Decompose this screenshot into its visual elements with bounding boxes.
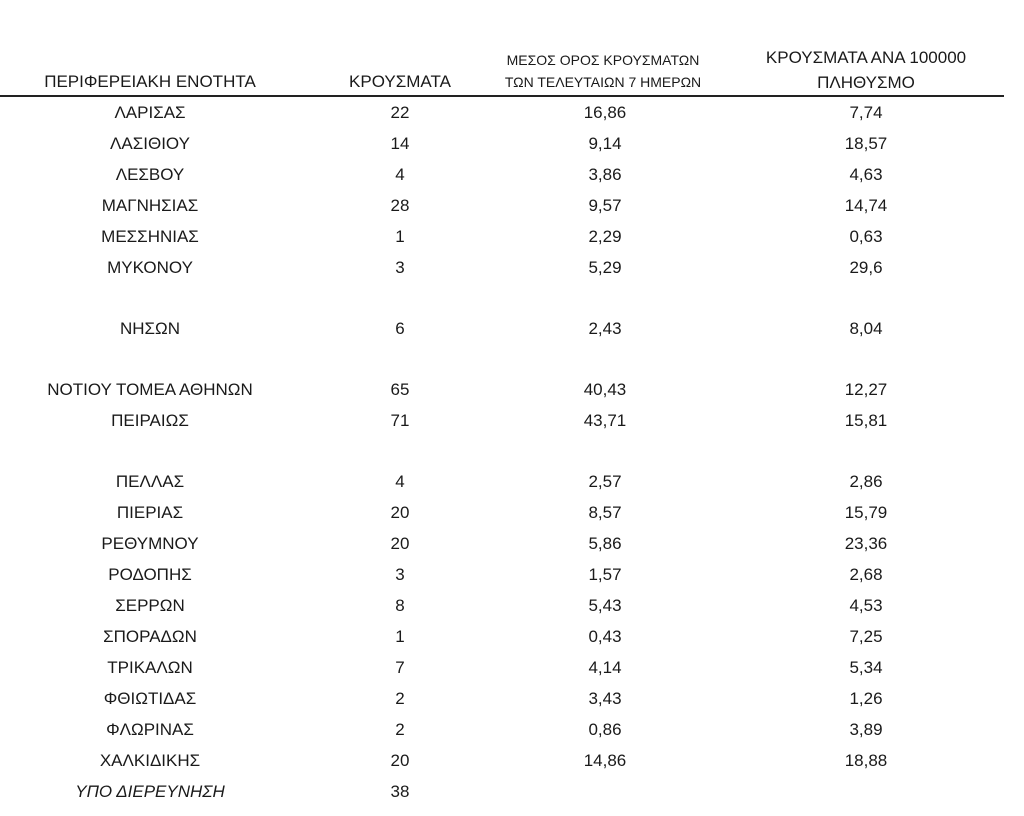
table-row — [0, 221, 1024, 252]
region-cell: ΜΥΚΟΝΟΥ — [107, 258, 193, 277]
avg-cell: 2,29 — [588, 227, 622, 246]
table-row — [0, 621, 1024, 652]
table-row — [0, 714, 1024, 745]
avg-cell: 40,43 — [583, 380, 627, 399]
table-row — [0, 405, 1024, 436]
table-row — [0, 374, 1024, 405]
region-cell: ΦΛΩΡΙΝΑΣ — [106, 720, 194, 739]
avg-cell: 43,71 — [583, 411, 627, 430]
region-cell: ΝΗΣΩΝ — [119, 319, 181, 338]
per100k-cell: 4,53 — [849, 596, 883, 615]
cases-cell: 20 — [390, 503, 410, 522]
per100k-cell: 8,04 — [849, 319, 883, 338]
per100k-cell: 18,88 — [844, 751, 888, 770]
per100k-cell: 15,79 — [844, 503, 888, 522]
region-cell: ΡΟΔΟΠΗΣ — [108, 565, 192, 584]
header-avg-line2: ΤΩΝ ΤΕΛΕΥΤΑΙΩΝ 7 ΗΜΕΡΩΝ — [504, 74, 702, 90]
table-row — [0, 497, 1024, 528]
region-cell: ΜΑΓΝΗΣΙΑΣ — [101, 196, 199, 215]
avg-cell: 9,14 — [588, 134, 622, 153]
table-row — [0, 652, 1024, 683]
region-cell: ΥΠΟ ΔΙΕΡΕΥΝΗΣΗ — [75, 782, 225, 801]
cases-cell: 65 — [390, 380, 410, 399]
cases-cell: 20 — [390, 534, 410, 553]
per100k-cell: 7,74 — [849, 103, 883, 122]
cases-cell: 6 — [395, 319, 405, 338]
cases-cell: 14 — [390, 134, 410, 153]
cases-cell: 2 — [395, 720, 405, 739]
cases-cell: 22 — [390, 103, 410, 122]
table-row — [0, 466, 1024, 497]
region-cell: ΤΡΙΚΑΛΩΝ — [107, 658, 193, 677]
table-row — [0, 97, 1024, 128]
region-cell: ΣΕΡΡΩΝ — [115, 596, 185, 615]
region-cell: ΣΠΟΡΑΔΩΝ — [103, 627, 197, 646]
avg-cell: 5,29 — [588, 258, 622, 277]
table-row — [0, 313, 1024, 344]
table-row — [0, 159, 1024, 190]
region-cell: ΠΕΛΛΑΣ — [115, 472, 185, 491]
region-cell: ΡΕΘΥΜΝΟΥ — [101, 534, 199, 553]
avg-cell: 0,86 — [588, 720, 622, 739]
per100k-cell: 2,68 — [849, 565, 883, 584]
per100k-cell: 15,81 — [844, 411, 888, 430]
avg-cell: 2,43 — [588, 319, 622, 338]
avg-cell: 8,57 — [588, 503, 622, 522]
region-cell: ΠΙΕΡΙΑΣ — [116, 503, 184, 522]
cases-cell: 28 — [390, 196, 410, 215]
header-cases: ΚΡΟΥΣΜΑΤΑ — [349, 72, 451, 91]
region-cell: ΦΘΙΩΤΙΔΑΣ — [103, 689, 197, 708]
avg-cell: 2,57 — [588, 472, 622, 491]
per100k-cell: 1,26 — [849, 689, 883, 708]
table-row — [0, 745, 1024, 776]
header-avg-line1: ΜΕΣΟΣ ΟΡΟΣ ΚΡΟΥΣΜΑΤΩΝ — [506, 52, 700, 68]
table-row — [0, 559, 1024, 590]
per100k-cell: 5,34 — [849, 658, 883, 677]
region-cell: ΠΕΙΡΑΙΩΣ — [111, 411, 189, 430]
cases-cell: 3 — [395, 258, 405, 277]
per100k-cell: 29,6 — [849, 258, 883, 277]
table-row — [0, 128, 1024, 159]
region-cell: ΛΕΣΒΟΥ — [115, 165, 185, 184]
per100k-cell: 12,27 — [844, 380, 888, 399]
cases-cell: 1 — [395, 227, 405, 246]
table-row — [0, 190, 1024, 221]
avg-cell: 0,43 — [588, 627, 622, 646]
cases-cell: 38 — [390, 782, 410, 801]
avg-cell: 3,43 — [588, 689, 622, 708]
header-cases-per-100k — [735, 45, 997, 95]
per100k-cell: 23,36 — [844, 534, 888, 553]
header-per-line1: ΚΡΟΥΣΜΑΤΑ ΑΝΑ 100000 — [765, 48, 967, 67]
avg-cell: 1,57 — [588, 565, 622, 584]
per100k-cell: 18,57 — [844, 134, 888, 153]
region-cell: ΛΑΡΙΣΑΣ — [114, 103, 186, 122]
table-row — [0, 590, 1024, 621]
region-cell: ΜΕΣΣΗΝΙΑΣ — [101, 227, 199, 246]
table-row — [0, 776, 1024, 807]
table-row — [0, 683, 1024, 714]
avg-cell: 4,14 — [588, 658, 622, 677]
per100k-cell: 0,63 — [849, 227, 883, 246]
cases-cell: 3 — [395, 565, 405, 584]
header-avg-7-days — [478, 49, 728, 93]
region-cell: ΧΑΛΚΙΔΙΚΗΣ — [99, 751, 201, 770]
region-cell: ΛΑΣΙΘΙΟΥ — [110, 134, 190, 153]
avg-cell: 9,57 — [588, 196, 622, 215]
cases-cell: 8 — [395, 596, 405, 615]
region-cell: ΝΟΤΙΟΥ ΤΟΜΕΑ ΑΘΗΝΩΝ — [47, 380, 253, 399]
avg-cell: 14,86 — [583, 751, 627, 770]
per100k-cell: 4,63 — [849, 165, 883, 184]
per100k-cell: 3,89 — [849, 720, 883, 739]
per100k-cell: 7,25 — [849, 627, 883, 646]
table-row — [0, 252, 1024, 283]
cases-cell: 4 — [395, 472, 405, 491]
header-region: ΠΕΡΙΦΕΡΕΙΑΚΗ ΕΝΟΤΗΤΑ — [44, 72, 256, 91]
header-per-line2: ΠΛΗΘΥΣΜΟ — [817, 73, 915, 92]
table-row — [0, 528, 1024, 559]
cases-cell: 1 — [395, 627, 405, 646]
cases-cell: 71 — [390, 411, 410, 430]
cases-cell: 7 — [395, 658, 405, 677]
per100k-cell: 14,74 — [844, 196, 888, 215]
cases-cell: 20 — [390, 751, 410, 770]
avg-cell: 3,86 — [588, 165, 622, 184]
per100k-cell: 2,86 — [849, 472, 883, 491]
cases-cell: 4 — [395, 165, 405, 184]
avg-cell: 16,86 — [583, 103, 627, 122]
avg-cell: 5,43 — [588, 596, 622, 615]
avg-cell: 5,86 — [588, 534, 622, 553]
cases-cell: 2 — [395, 689, 405, 708]
